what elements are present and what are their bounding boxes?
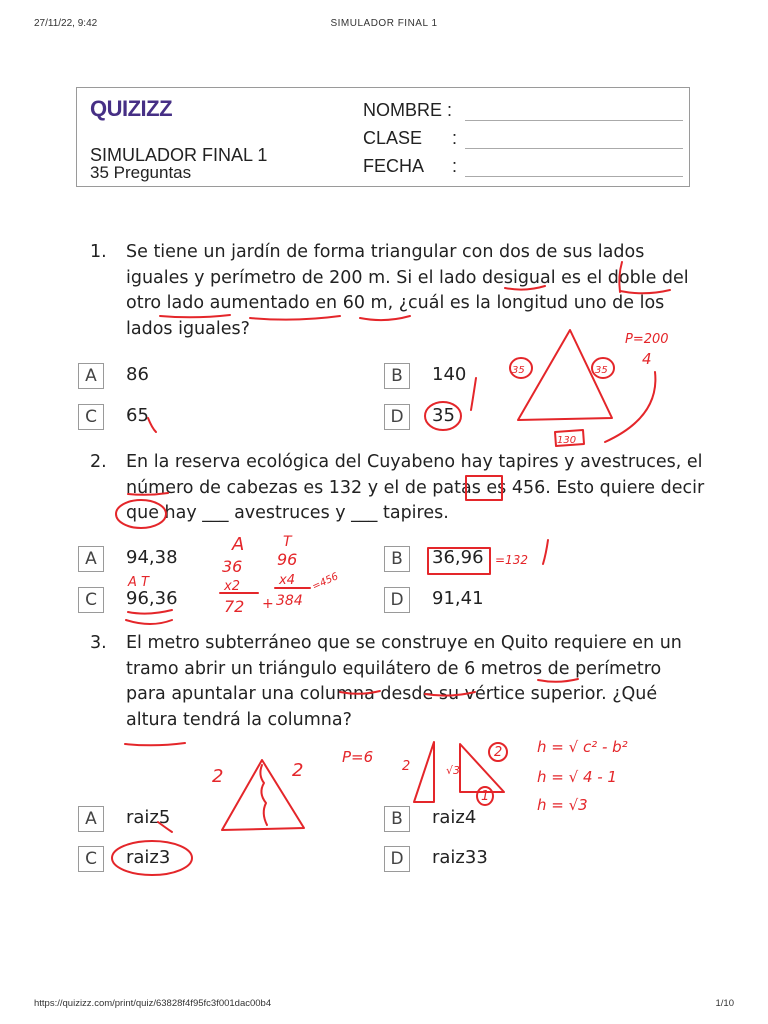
class-field [363,128,458,149]
option-value: 94,38 [126,547,178,568]
label-132: =132 [495,553,528,567]
question-text: En la reserva ecológica del Cuyabeno hay tapires y avestruces, el número de cabezas es 132 y el de patas es 456. Esto quiere decir que hay ___ avestruces y ___ tapires. [126,452,705,523]
label-130: 130 [557,435,577,446]
date-line[interactable] [465,176,683,177]
triangle-sketch-q3 [222,760,304,830]
label-35-right: 35 [595,365,608,376]
option-letter: B [384,546,410,572]
circle-1 [477,787,493,805]
print-title: SIMULADOR FINAL 1 [330,18,438,29]
right-triangle-right [460,744,504,792]
formula-line-1: h = √ c² - b² [537,738,628,756]
print-footer [34,998,734,1012]
label-35-left: 35 [512,365,525,376]
label-36: 36 [222,557,243,576]
label-p-200: P=200 [625,332,669,347]
option-value: 96,36 [126,588,178,609]
quiz-title: SIMULADOR FINAL 1 [90,145,268,165]
check-b [543,540,548,564]
question-count: 35 Preguntas [90,163,192,182]
date-colon: : [452,156,458,176]
label-x4: x4 [279,573,295,588]
circle-35-left [510,358,532,378]
plus-sign: + [262,596,274,612]
label-72: 72 [224,597,245,616]
option-value: raiz5 [126,807,171,828]
label-t: T [283,534,292,550]
option-value: raiz3 [126,847,171,868]
label-96: 96 [277,550,298,569]
option-letter: D [384,404,410,430]
question-text: Se tiene un jardín de forma triangular con dos de sus lados iguales y perímetro de 200 m. Si el lado desigual es el doble del otro lado aumentado en 60 m, ¿cuál es la longitud uno de los lados iguales? [126,242,689,339]
date-field [363,156,458,177]
underline-superior [125,743,185,745]
check-65 [148,418,156,432]
triangle-sketch-q1 [518,330,612,420]
page-count: 1/10 [715,998,734,1009]
option-letter: C [78,846,104,872]
mult-note [128,610,172,614]
label-456: =456 [310,571,341,593]
option-value: 140 [432,364,467,385]
quiz-info-box [76,87,690,187]
underline-96-36 [126,620,172,624]
label-1-circled: 1 [481,789,490,804]
question-number: 2. [90,452,107,472]
check-140 [471,378,476,410]
formula-line-3: h = √3 [537,796,588,814]
question-text: El metro subterráneo que se construye en Quito requiere en un tramo abrir un triángulo equilátero de 6 metros de perímetro para apuntalar una columna desde su vértice superior. ¿Qué altura tendrá la columna? [126,633,682,730]
option-value: raiz33 [432,847,488,868]
name-label: NOMBRE : [363,100,453,120]
name-field [363,100,452,121]
option-letter: A [78,546,104,572]
option-letter: A [78,363,104,389]
arrow-curve [605,372,655,442]
option-letter: C [78,587,104,613]
print-date: 27/11/22, 9:42 [34,18,98,29]
label-2-circled: 2 [494,745,503,760]
option-letter: D [384,846,410,872]
label-sqrt3: √3 [446,764,461,777]
option-value: raiz4 [432,807,477,828]
option-letter: C [78,404,104,430]
class-line[interactable] [465,148,683,149]
quizizz-logo: QUIZIZZ [90,96,173,121]
option-letter: B [384,363,410,389]
option-letter: A [78,806,104,832]
label-2-left: 2 [212,766,224,787]
option-letter: D [384,587,410,613]
name-line[interactable] [465,120,683,121]
label-p-6: P=6 [342,748,374,766]
print-url: https://quizizz.com/print/quiz/63828f4f95fc3f001dac00b4 [34,998,272,1009]
class-label: CLASE [363,128,423,148]
circle-35-right [592,358,614,378]
label-384: 384 [276,593,303,609]
circle-2 [489,743,507,761]
option-value: 36,96 [432,547,484,568]
question-number: 3. [90,633,107,653]
option-value: 35 [432,405,455,426]
question-number: 1. [90,242,107,262]
box-130 [555,430,584,446]
label-x2: x2 [224,579,240,594]
print-header [34,18,734,32]
label-a-t: A T [128,575,149,590]
right-triangle-small [414,742,434,802]
option-value: 86 [126,364,149,385]
label-4: 4 [642,350,652,368]
height-wiggle [260,765,267,825]
class-colon: : [452,128,458,148]
option-value: 65 [126,405,149,426]
label-2-small: 2 [402,759,411,774]
option-value: 91,41 [432,588,484,609]
option-letter: B [384,806,410,832]
label-a: A [232,534,245,555]
label-2-right: 2 [292,760,304,781]
formula-line-2: h = √ 4 - 1 [537,768,617,786]
date-label: FECHA [363,156,425,176]
